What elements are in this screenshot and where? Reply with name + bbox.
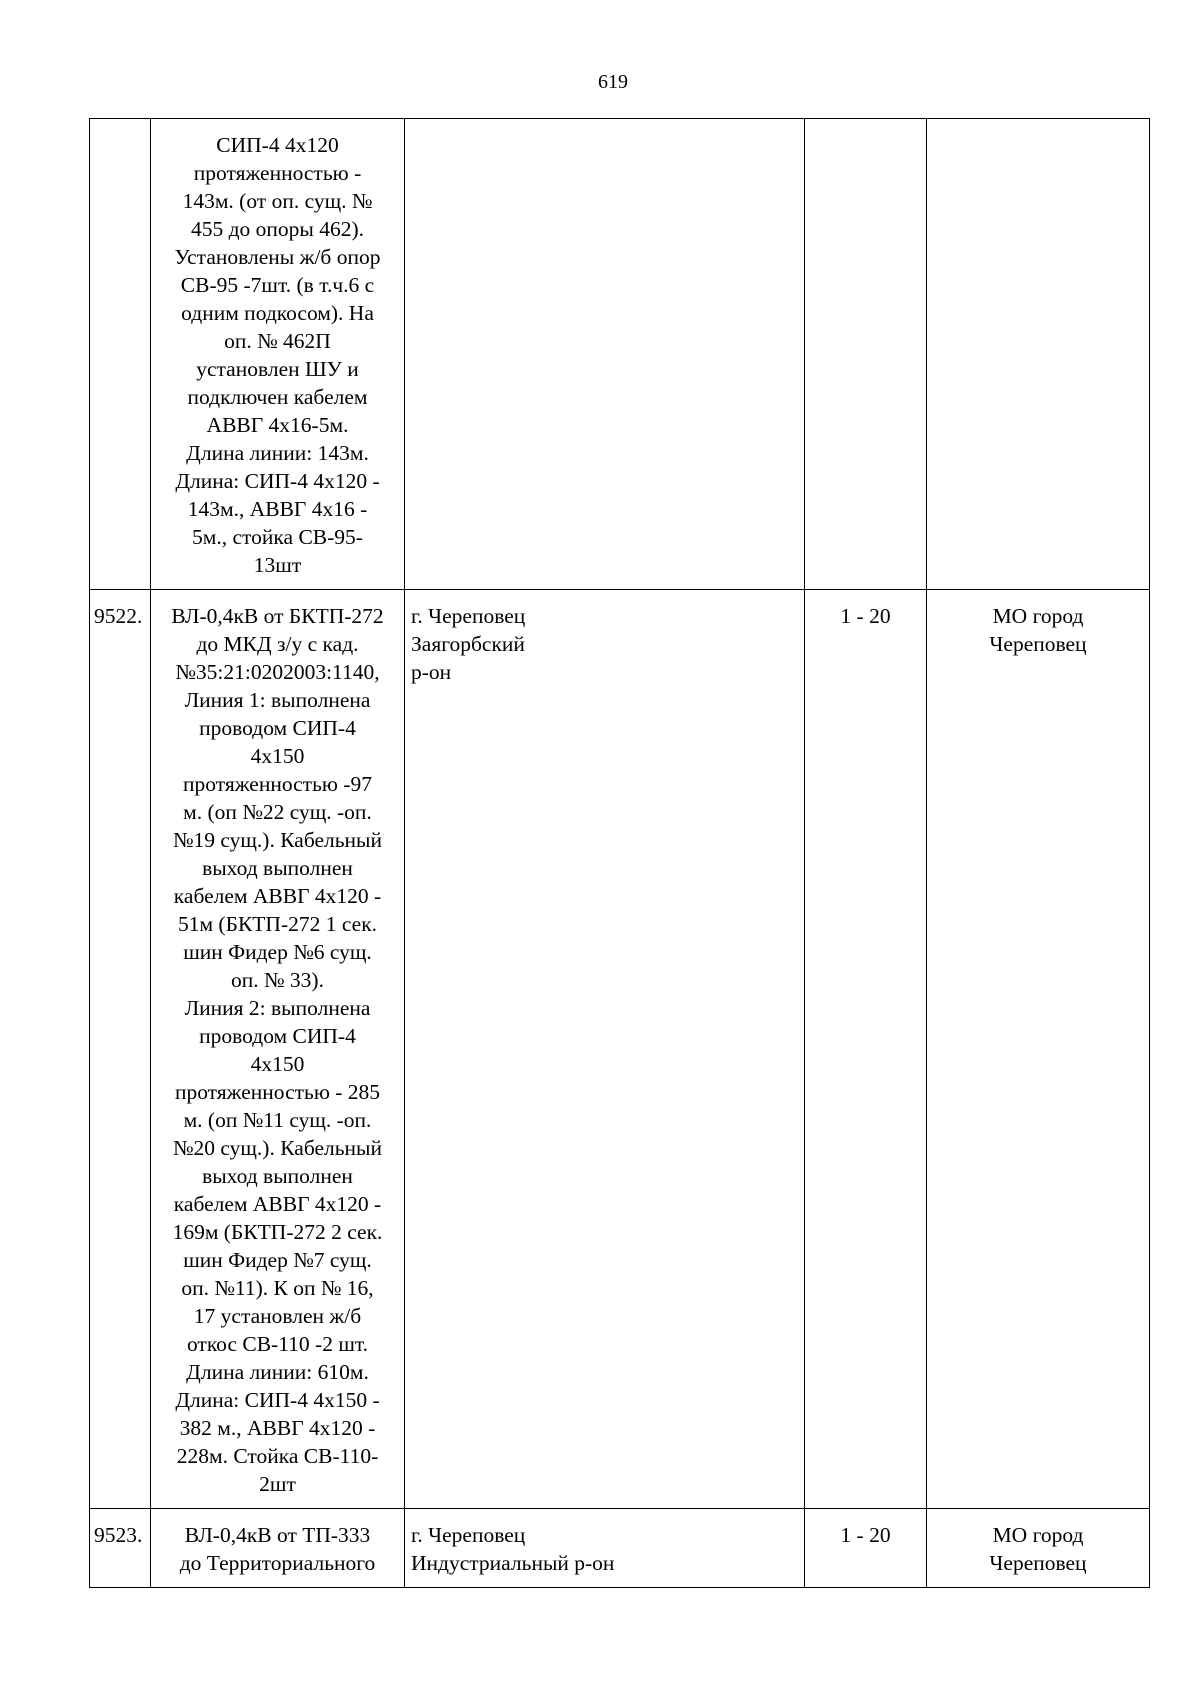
description-cell: ВЛ-0,4кВ от БКТП-272 до МКД з/у с кад. №35:21:0202003:1140, Линия 1: выполнена проводом СИП-4 4х150 протяженностью -97 м. (оп №22 сущ. -оп. №19 сущ.). Кабельный выход выполнен кабелем АВВГ 4х120 - 51м (БКТП-272 1 сек. шин Фидер №6 сущ. оп. № 33). Линия 2: выполнена проводом СИП-4 4х150 протяженностью - 285 м. (оп №11 сущ. -оп. №20 сущ.). Кабельный выход выполнен кабелем АВВГ 4х120 - 169м (БКТП-272 2 сек. шин Фидер №7 сущ. оп. №11). К оп № 16, 17 установлен ж/б откос СВ-110 -2 шт. Длина линии: 610м. Длина: СИП-4 4х150 - 382 м., АВВГ 4х120 - 228м. Стойка СВ-110- 2шт bbox=[151, 590, 405, 1509]
registry-table bbox=[89, 118, 1150, 1588]
voltage-cell: 1 - 20 bbox=[805, 590, 927, 1509]
row-number-cell bbox=[90, 119, 151, 590]
table-row bbox=[90, 590, 1150, 1509]
table-row bbox=[90, 119, 1150, 590]
row-number-cell: 9523. bbox=[90, 1509, 151, 1588]
owner-cell: МО город Череповец bbox=[927, 1509, 1150, 1588]
owner-cell bbox=[927, 119, 1150, 590]
location-cell bbox=[405, 119, 805, 590]
voltage-cell: 1 - 20 bbox=[805, 1509, 927, 1588]
description-cell: СИП-4 4х120 протяженностью - 143м. (от оп. сущ. № 455 до опоры 462). Установлены ж/б опор СВ-95 -7шт. (в т.ч.6 с одним подкосом). На оп. № 462П установлен ШУ и подключен кабелем АВВГ 4х16-5м. Длина линии: 143м. Длина: СИП-4 4х120 - 143м., АВВГ 4х16 - 5м., стойка СВ-95- 13шт bbox=[151, 119, 405, 590]
row-number-cell: 9522. bbox=[90, 590, 151, 1509]
location-cell: г. Череповец Индустриальный р-он bbox=[405, 1509, 805, 1588]
table-row bbox=[90, 1509, 1150, 1588]
description-cell: ВЛ-0,4кВ от ТП-333 до Территориального bbox=[151, 1509, 405, 1588]
voltage-cell bbox=[805, 119, 927, 590]
owner-cell: МО город Череповец bbox=[927, 590, 1150, 1509]
page-number: 619 bbox=[598, 71, 628, 93]
location-cell: г. Череповец Заягорбский р-он bbox=[405, 590, 805, 1509]
